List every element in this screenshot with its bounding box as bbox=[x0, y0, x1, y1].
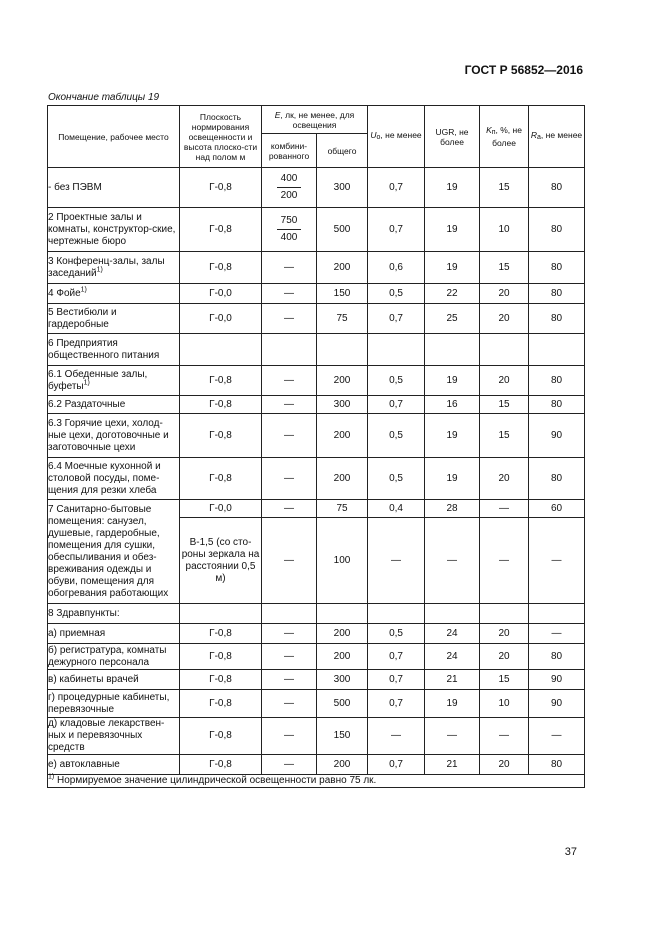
cell-plane: Г-0,0 bbox=[180, 304, 262, 334]
cell-combined: — bbox=[262, 366, 317, 396]
cell-room bbox=[48, 252, 180, 284]
table-row bbox=[48, 755, 585, 775]
cell-general: 300 bbox=[317, 396, 368, 414]
cell-combined: — bbox=[262, 304, 317, 334]
cell-room bbox=[48, 690, 180, 718]
cell-u0: 0,4 bbox=[368, 500, 425, 518]
cell-room bbox=[48, 284, 180, 304]
cell-ugr: 16 bbox=[425, 396, 480, 414]
table-caption: Окончание таблицы 19 bbox=[48, 92, 160, 103]
table-row bbox=[48, 284, 585, 304]
cell-plane: Г-0,8 bbox=[180, 755, 262, 775]
cell-combined: — bbox=[262, 690, 317, 718]
cell-ra bbox=[529, 334, 585, 366]
cell-plane: Г-0,8 bbox=[180, 458, 262, 500]
cell-u0: — bbox=[368, 518, 425, 604]
cell-kp: 20 bbox=[480, 755, 529, 775]
cell-plane: Г-0,8 bbox=[180, 366, 262, 396]
cell-u0: — bbox=[368, 718, 425, 755]
cell-kp: 15 bbox=[480, 252, 529, 284]
header-ugr: UGR, не более bbox=[425, 106, 480, 168]
cell-plane: Г-0,8 bbox=[180, 624, 262, 644]
table-row bbox=[48, 334, 585, 366]
room-name: 5 Вестибюли и гардеробные bbox=[48, 306, 117, 330]
footnote-ref: 1) bbox=[80, 286, 87, 294]
room-name: 6.4 Моечные кухонной и столовой посуды, поме-щения для резки хлеба bbox=[48, 460, 161, 496]
cell-room bbox=[48, 414, 180, 458]
cell-kp: 20 bbox=[480, 624, 529, 644]
cell-combined: — bbox=[262, 518, 317, 604]
cell-ugr: 19 bbox=[425, 168, 480, 208]
cell-plane: В-1,5 (со сто-роны зеркала на расстоянии 0,5 м) bbox=[180, 518, 262, 604]
cell-combined bbox=[262, 168, 317, 208]
table-row bbox=[48, 396, 585, 414]
cell-general: 200 bbox=[317, 366, 368, 396]
cell-ugr: 19 bbox=[425, 690, 480, 718]
cell-room bbox=[48, 718, 180, 755]
cell-combined: — bbox=[262, 252, 317, 284]
room-name: 3 Конференц-залы, залы заседаний bbox=[48, 255, 165, 279]
cell-plane bbox=[180, 334, 262, 366]
cell-general: 200 bbox=[317, 755, 368, 775]
cell-ra bbox=[529, 604, 585, 624]
cell-u0 bbox=[368, 334, 425, 366]
cell-combined bbox=[262, 208, 317, 252]
cell-ra: 80 bbox=[529, 366, 585, 396]
cell-ugr: 21 bbox=[425, 670, 480, 690]
cell-kp: 15 bbox=[480, 670, 529, 690]
cell-u0: 0,7 bbox=[368, 396, 425, 414]
room-name: - без ПЭВМ bbox=[48, 181, 102, 193]
cell-ugr: 19 bbox=[425, 414, 480, 458]
cell-general: 200 bbox=[317, 644, 368, 670]
cell-kp: 20 bbox=[480, 458, 529, 500]
cell-u0: 0,7 bbox=[368, 304, 425, 334]
cell-u0: 0,5 bbox=[368, 458, 425, 500]
table-row bbox=[48, 670, 585, 690]
room-name: 6 Предприятия общественного питания bbox=[48, 337, 160, 361]
cell-plane: Г-0,8 bbox=[180, 168, 262, 208]
fraction-numerator: 400 bbox=[277, 173, 302, 188]
cell-combined: — bbox=[262, 755, 317, 775]
header-e-group: E, лк, не менее, для освещения bbox=[262, 106, 368, 134]
cell-ra: 80 bbox=[529, 208, 585, 252]
cell-u0: 0,7 bbox=[368, 690, 425, 718]
cell-u0: 0,7 bbox=[368, 208, 425, 252]
cell-ra: 80 bbox=[529, 284, 585, 304]
cell-kp: — bbox=[480, 718, 529, 755]
footnote-ref: 1) bbox=[83, 379, 90, 387]
header-u0: Uo, не менее bbox=[368, 106, 425, 168]
cell-u0: 0,7 bbox=[368, 755, 425, 775]
cell-combined: — bbox=[262, 644, 317, 670]
cell-room bbox=[48, 458, 180, 500]
cell-kp: — bbox=[480, 500, 529, 518]
table-row bbox=[48, 644, 585, 670]
room-name: 6.1 Обеденные залы, буфеты bbox=[48, 368, 148, 392]
table-row bbox=[48, 604, 585, 624]
cell-ugr: 24 bbox=[425, 644, 480, 670]
cell-combined: — bbox=[262, 670, 317, 690]
lighting-norms-table bbox=[47, 105, 585, 788]
table-row bbox=[48, 168, 585, 208]
room-name: 4 Фойе bbox=[48, 287, 81, 299]
table-row bbox=[48, 718, 585, 755]
cell-ugr: 19 bbox=[425, 252, 480, 284]
cell-kp: 10 bbox=[480, 208, 529, 252]
cell-plane bbox=[180, 604, 262, 624]
cell-general: 75 bbox=[317, 500, 368, 518]
cell-plane: Г-0,0 bbox=[180, 500, 262, 518]
cell-ra: — bbox=[529, 518, 585, 604]
cell-ugr: 19 bbox=[425, 458, 480, 500]
cell-combined: — bbox=[262, 414, 317, 458]
cell-kp: — bbox=[480, 518, 529, 604]
cell-ra: 80 bbox=[529, 168, 585, 208]
cell-u0 bbox=[368, 604, 425, 624]
room-name: 6.2 Раздаточные bbox=[48, 398, 126, 410]
cell-kp bbox=[480, 604, 529, 624]
cell-plane: Г-0,8 bbox=[180, 644, 262, 670]
cell-ra: — bbox=[529, 718, 585, 755]
fraction-denominator: 400 bbox=[280, 232, 298, 243]
cell-u0: 0,6 bbox=[368, 252, 425, 284]
cell-plane: Г-0,8 bbox=[180, 208, 262, 252]
cell-general: 500 bbox=[317, 208, 368, 252]
room-name: 8 Здравпункты: bbox=[48, 607, 120, 619]
cell-ugr: 19 bbox=[425, 366, 480, 396]
cell-plane: Г-0,8 bbox=[180, 252, 262, 284]
cell-general: 75 bbox=[317, 304, 368, 334]
cell-plane: Г-0,0 bbox=[180, 284, 262, 304]
cell-ugr: 24 bbox=[425, 624, 480, 644]
cell-u0: 0,5 bbox=[368, 366, 425, 396]
cell-room bbox=[48, 644, 180, 670]
cell-plane: Г-0,8 bbox=[180, 414, 262, 458]
document-code: ГОСТ Р 56852—2016 bbox=[464, 63, 583, 77]
cell-combined: — bbox=[262, 718, 317, 755]
cell-ugr: — bbox=[425, 518, 480, 604]
cell-plane: Г-0,8 bbox=[180, 670, 262, 690]
cell-general: 150 bbox=[317, 284, 368, 304]
cell-u0: 0,5 bbox=[368, 414, 425, 458]
cell-ra: 60 bbox=[529, 500, 585, 518]
header-plane: Плоскость нормирования освещенности и высота плоско-сти над полом м bbox=[180, 106, 262, 168]
cell-room bbox=[48, 500, 180, 604]
cell-room bbox=[48, 208, 180, 252]
cell-room bbox=[48, 168, 180, 208]
header-ra: Ra, не менее bbox=[529, 106, 585, 168]
fraction-denominator: 200 bbox=[280, 190, 298, 201]
cell-general: 200 bbox=[317, 458, 368, 500]
cell-ra: 80 bbox=[529, 458, 585, 500]
cell-ra: 80 bbox=[529, 755, 585, 775]
cell-ra: — bbox=[529, 624, 585, 644]
cell-ugr bbox=[425, 334, 480, 366]
cell-u0: 0,5 bbox=[368, 624, 425, 644]
cell-kp: 20 bbox=[480, 644, 529, 670]
cell-combined: — bbox=[262, 624, 317, 644]
page-number: 37 bbox=[564, 846, 577, 858]
cell-kp: 10 bbox=[480, 690, 529, 718]
cell-ugr bbox=[425, 604, 480, 624]
cell-general bbox=[317, 334, 368, 366]
cell-combined: — bbox=[262, 396, 317, 414]
table-row bbox=[48, 458, 585, 500]
cell-u0: 0,5 bbox=[368, 284, 425, 304]
table-row bbox=[48, 252, 585, 284]
cell-general: 200 bbox=[317, 624, 368, 644]
cell-u0: 0,7 bbox=[368, 644, 425, 670]
cell-general bbox=[317, 604, 368, 624]
cell-general: 300 bbox=[317, 168, 368, 208]
table-row bbox=[48, 624, 585, 644]
room-name: г) процедурные кабинеты, перевязочные bbox=[48, 691, 170, 715]
cell-kp: 15 bbox=[480, 396, 529, 414]
cell-ra: 80 bbox=[529, 644, 585, 670]
cell-room bbox=[48, 670, 180, 690]
table-row bbox=[48, 366, 585, 396]
cell-ra: 90 bbox=[529, 414, 585, 458]
cell-room bbox=[48, 304, 180, 334]
room-name: б) регистратура, комнаты дежурного персонала bbox=[48, 644, 167, 668]
cell-ugr: 25 bbox=[425, 304, 480, 334]
cell-kp: 15 bbox=[480, 414, 529, 458]
cell-combined bbox=[262, 604, 317, 624]
cell-u0: 0,7 bbox=[368, 168, 425, 208]
cell-general: 100 bbox=[317, 518, 368, 604]
header-kp: Kп, %, не более bbox=[480, 106, 529, 168]
cell-general: 200 bbox=[317, 414, 368, 458]
cell-ugr: 19 bbox=[425, 208, 480, 252]
cell-room bbox=[48, 624, 180, 644]
cell-ra: 80 bbox=[529, 396, 585, 414]
cell-ra: 90 bbox=[529, 690, 585, 718]
cell-kp bbox=[480, 334, 529, 366]
cell-general: 150 bbox=[317, 718, 368, 755]
table-row bbox=[48, 500, 585, 518]
cell-room bbox=[48, 755, 180, 775]
cell-kp: 15 bbox=[480, 168, 529, 208]
cell-kp: 20 bbox=[480, 366, 529, 396]
cell-ra: 80 bbox=[529, 252, 585, 284]
cell-ra: 90 bbox=[529, 670, 585, 690]
cell-plane: Г-0,8 bbox=[180, 690, 262, 718]
table-row bbox=[48, 208, 585, 252]
room-name: в) кабинеты врачей bbox=[48, 673, 139, 685]
cell-ugr: — bbox=[425, 718, 480, 755]
fraction bbox=[277, 215, 302, 244]
header-combined: комбини-рованного bbox=[262, 134, 317, 168]
header-general: общего bbox=[317, 134, 368, 168]
cell-room bbox=[48, 334, 180, 366]
table-row bbox=[48, 690, 585, 718]
room-name: 7 Санитарно-бытовые помещения: санузел, душевые, гардеробные, помещения для сушки, обеспыливания и обез-вреживания одежды и обуви, помещения для обогревания работающих bbox=[48, 503, 169, 599]
cell-ugr: 28 bbox=[425, 500, 480, 518]
table-row bbox=[48, 414, 585, 458]
header-room: Помещение, рабочее место bbox=[48, 106, 180, 168]
cell-u0: 0,7 bbox=[368, 670, 425, 690]
cell-combined bbox=[262, 334, 317, 366]
fraction bbox=[277, 173, 302, 202]
cell-kp: 20 bbox=[480, 284, 529, 304]
room-name: е) автоклавные bbox=[48, 758, 120, 770]
cell-ugr: 22 bbox=[425, 284, 480, 304]
fraction-numerator: 750 bbox=[277, 215, 302, 230]
cell-kp: 20 bbox=[480, 304, 529, 334]
footnote-ref: 1) bbox=[96, 266, 103, 274]
cell-general: 500 bbox=[317, 690, 368, 718]
cell-ugr: 21 bbox=[425, 755, 480, 775]
cell-room bbox=[48, 604, 180, 624]
table-row bbox=[48, 304, 585, 334]
cell-room bbox=[48, 366, 180, 396]
room-name: а) приемная bbox=[48, 627, 106, 639]
cell-plane: Г-0,8 bbox=[180, 718, 262, 755]
cell-room bbox=[48, 396, 180, 414]
room-name: д) кладовые лекарствен-ных и перевязочных средств bbox=[48, 718, 165, 753]
room-name: 2 Проектные залы и комнаты, конструктор-ские, чертежные бюро bbox=[48, 211, 176, 247]
cell-combined: — bbox=[262, 458, 317, 500]
cell-combined: — bbox=[262, 284, 317, 304]
table-footnote: $^{1)}$ Нормируемое значение цилиндрической освещенности равно 75 лк. bbox=[48, 775, 585, 788]
cell-general: 300 bbox=[317, 670, 368, 690]
cell-ra: 80 bbox=[529, 304, 585, 334]
room-name: 6.3 Горячие цехи, холод-ные цехи, доготовочные и заготовочные цехи bbox=[48, 417, 169, 453]
cell-general: 200 bbox=[317, 252, 368, 284]
cell-plane: Г-0,8 bbox=[180, 396, 262, 414]
cell-combined: — bbox=[262, 500, 317, 518]
